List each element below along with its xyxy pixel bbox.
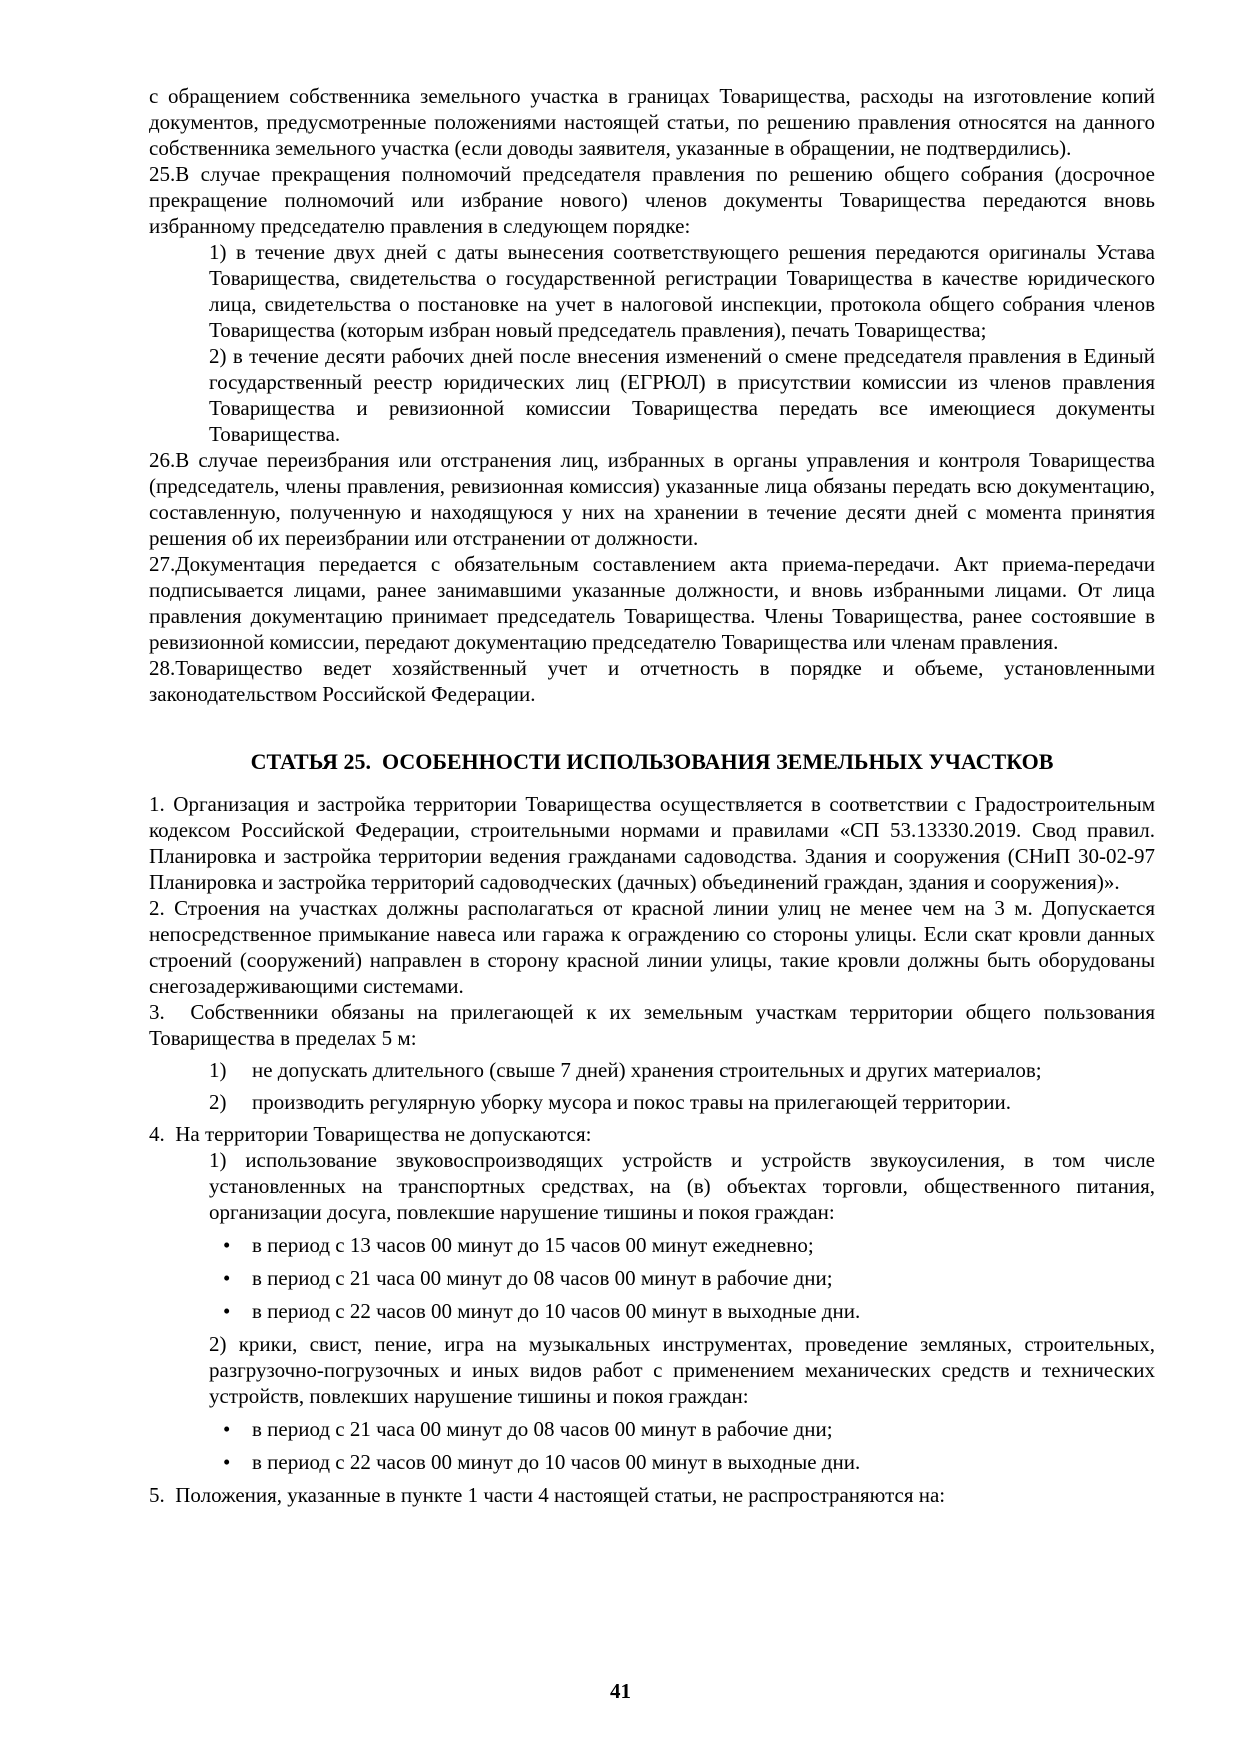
bullet-text: в период с 21 часа 00 минут до 08 часов 00 минут в рабочие дни; (252, 1417, 833, 1441)
bullet-item-4-2-a (223, 1416, 1155, 1442)
bullet-item-4-1-a (223, 1232, 1155, 1258)
bullet-item-4-1-c (223, 1298, 1155, 1324)
bullet-text: в период с 13 часов 00 минут до 15 часов 00 минут ежедневно; (252, 1233, 814, 1257)
subitem-4-2: 2) крики, свист, пение, игра на музыкальных инструментах, проведение земляных, строительных, разгрузочно-погрузочных и иных видов работ с применением механических средств и технических устройств, повлекших нарушение тишины и покоя граждан: (209, 1332, 1155, 1408)
list-item-text: не допускать длительного (свыше 7 дней) хранения строительных и других материалов; (252, 1058, 1042, 1082)
article-25-heading: СТАТЬЯ 25. ОСОБЕННОСТИ ИСПОЛЬЗОВАНИЯ ЗЕМЕЛЬНЫХ УЧАСТКОВ (250, 749, 1054, 774)
paragraph-art25-4: 4. На территории Товарищества не допускаются: (149, 1122, 592, 1146)
paragraph-art25-3: 3. Собственники обязаны на прилегающей к их земельным участкам территории общего пользования Товарищества в пределах 5 м: (149, 1000, 1155, 1050)
bullet-text: в период с 22 часов 00 минут до 10 часов 00 минут в выходные дни. (252, 1450, 861, 1474)
subitem-25-1: 1) в течение двух дней с даты вынесения соответствующего решения передаются оригиналы Устава Товарищества, свидетельства о государственной регистрации Товарищества в качестве юридического лица, свидетельства о постановке на учет в налоговой инспекции, протокола общего собрания членов Товарищества (которым избран новый председатель правления), печать Товарищества; (209, 240, 1155, 342)
bullet-item-4-1-b (223, 1265, 1155, 1291)
bullet-item-4-2-b (223, 1449, 1155, 1475)
paragraph-art25-2: 2. Строения на участках должны располагаться от красной линии улиц не менее чем на 3 м. Допускается непосредственное примыкание навеса или гаража к ограждению со стороны улицы. Если скат кровли данных строений (сооружений) направлен в сторону красной линии улицы, такие кровли должны быть оборудованы снегозадерживающими системами. (149, 896, 1155, 998)
document-body (149, 83, 1155, 1508)
list-item-3-1 (209, 1057, 1155, 1083)
bullet-text: в период с 21 часа 00 минут до 08 часов 00 минут в рабочие дни; (252, 1266, 833, 1290)
paragraph-26: 26.В случае переизбрания или отстранения лиц, избранных в органы управления и контроля Товарищества (председатель, члены правления, ревизионная комиссия) указанные лица обязаны передать всю документацию, составленную, полученную и находящуюся у них на хранении в течение десяти дней с момента принятия решения об их переизбрании или отстранении от должности. (149, 448, 1155, 550)
subitem-25-2: 2) в течение десяти рабочих дней после внесения изменений о смене председателя правления в Единый государственный реестр юридических лиц (ЕГРЮЛ) в присутствии комиссии из членов правления Товарищества и ревизионной комиссии Товарищества передать все имеющиеся документы Товарищества. (209, 344, 1155, 446)
paragraph-art25-1: 1. Организация и застройка территории Товарищества осуществляется в соответствии с Градостроительным кодексом Российской Федерации, строительными нормами и правилами «СП 53.13330.2019. Свод правил. Планировка и застройка территории ведения гражданами садоводства. Здания и сооружения (СНиП 30-02-97 Планировка и застройка территорий садоводческих (дачных) объединений граждан, здания и сооружения)». (149, 792, 1155, 894)
list-item-text: производить регулярную уборку мусора и покос травы на прилегающей территории. (252, 1090, 1011, 1114)
bullet-icon: • (223, 1450, 231, 1474)
bullet-icon: • (223, 1299, 231, 1323)
bullet-icon: • (223, 1266, 231, 1290)
subitem-4-1: 1) использование звуковоспроизводящих устройств и устройств звукоусиления, в том числе установленных на транспортных средствах, на (в) объектах торговли, общественного питания, организации досуга, повлекшие нарушение тишины и покоя граждан: (209, 1148, 1155, 1224)
bullet-text: в период с 22 часов 00 минут до 10 часов 00 минут в выходные дни. (252, 1299, 861, 1323)
bullet-icon: • (223, 1417, 231, 1441)
page-number: 41 (610, 1679, 631, 1703)
paragraph-28: 28.Товарищество ведет хозяйственный учет и отчетность в порядке и объеме, установленными законодательством Российской Федерации. (149, 656, 1155, 706)
list-item-3-2 (209, 1089, 1155, 1115)
paragraph-25: 25.В случае прекращения полномочий председателя правления по решению общего собрания (досрочное прекращение полномочий или избрание нового) членов документы Товарищества передаются вновь избранному председателю правления в следующем порядке: (149, 162, 1155, 238)
list-item-marker: 1) (209, 1058, 227, 1082)
bullet-icon: • (223, 1233, 231, 1257)
paragraph-27: 27.Документация передается с обязательным составлением акта приема-передачи. Акт приема-передачи подписывается лицами, ранее занимавшими указанные должности, и вновь избранными лицами. От лица правления документацию принимает председатель Товарищества. Члены Товарищества, ранее состоявшие в ревизионной комиссии, передают документацию председателю Товарищества или членам правления. (149, 552, 1155, 654)
paragraph-continuation: с обращением собственника земельного участка в границах Товарищества, расходы на изготовление копий документов, предусмотренные положениями настоящей статьи, по решению правления относятся на данного собственника земельного участка (если доводы заявителя, указанные в обращении, не подтвердились). (149, 84, 1155, 160)
paragraph-art25-5: 5. Положения, указанные в пункте 1 части 4 настоящей статьи, не распространяются на: (149, 1483, 946, 1507)
list-item-marker: 2) (209, 1090, 227, 1114)
